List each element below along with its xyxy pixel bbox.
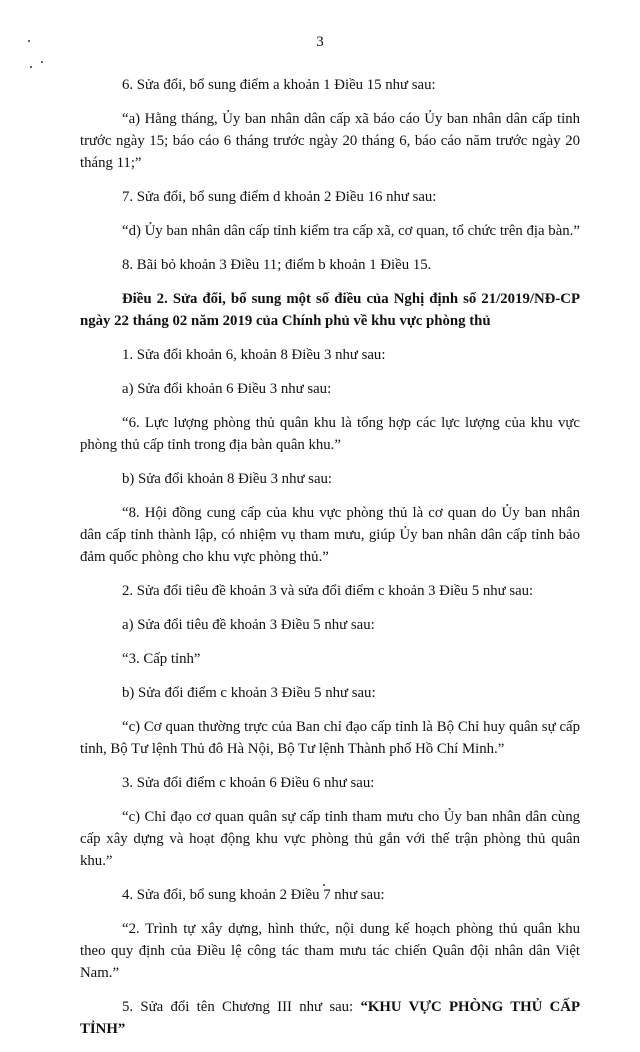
paragraph-quote-2: “2. Trình tự xây dựng, hình thức, nội dung kế hoạch phòng thủ quân khu theo quy định của Điều lệ công tác tham mưu tác chiến Quân đội nhân dân Việt Nam.” [80, 921, 580, 981]
article-2-title: Điều 2. Sửa đổi, bổ sung một số điều của Nghị định số 21/2019/NĐ-CP ngày 22 tháng 02 năm 2019 của Chính phủ về khu vực phòng thủ [80, 291, 580, 329]
paragraph-quote-c-direct: “c) Chỉ đạo cơ quan quân sự cấp tỉnh tham mưu cho Ủy ban nhân dân cùng cấp xây dựng và hoạt động khu vực phòng thủ gắn với thế trận phòng thủ quân khu.” [80, 809, 580, 869]
paragraph-item-1b: b) Sửa đổi khoản 8 Điều 3 như sau: [122, 471, 333, 487]
scan-speck [41, 61, 43, 63]
paragraph-item-2a: a) Sửa đổi tiêu đề khoản 3 Điều 5 như sau: [122, 617, 375, 633]
chapter-3-new-title: “KHU VỰC PHÒNG THỦ CẤP TỈNH” [80, 999, 580, 1037]
paragraph-item-5-lead: 5. Sửa đổi tên Chương III như sau: [122, 999, 361, 1015]
document-body [80, 74, 580, 1052]
paragraph-amend-item-7: 7. Sửa đổi, bổ sung điểm d khoản 2 Điều 16 như sau: [122, 189, 437, 205]
paragraph-amend-item-6: 6. Sửa đổi, bổ sung điểm a khoản 1 Điều 15 như sau: [122, 77, 436, 93]
paragraph-quote-8: “8. Hội đồng cung cấp của khu vực phòng thủ là cơ quan do Ủy ban nhân dân cấp tỉnh thành lập, có nhiệm vụ tham mưu, giúp Ủy ban nhân dân cấp tỉnh bảo đảm quốc phòng cho khu vực phòng thủ.” [80, 505, 580, 565]
paragraph-item-1a: a) Sửa đổi khoản 6 Điều 3 như sau: [122, 381, 332, 397]
paragraph-item-2b: b) Sửa đổi điểm c khoản 3 Điều 5 như sau: [122, 685, 376, 701]
paragraph-item-1: 1. Sửa đổi khoản 6, khoản 8 Điều 3 như sau: [122, 347, 386, 363]
paragraph-item-5 [80, 996, 580, 1040]
paragraph-quote-d: “d) Ủy ban nhân dân cấp tỉnh kiểm tra cấp xã, cơ quan, tổ chức trên địa bàn.” [122, 223, 580, 239]
paragraph-quote-a: “a) Hằng tháng, Ủy ban nhân dân cấp xã báo cáo Ủy ban nhân dân cấp tỉnh trước ngày 15; báo cáo 6 tháng trước ngày 20 tháng 6, báo cáo năm trước ngày 20 tháng 11;” [80, 111, 580, 171]
paragraph-item-2: 2. Sửa đổi tiêu đề khoản 3 và sửa đổi điểm c khoản 3 Điều 5 như sau: [122, 583, 534, 599]
paragraph-quote-3: “3. Cấp tỉnh” [122, 651, 201, 667]
paragraph-amend-item-8: 8. Bãi bỏ khoản 3 Điều 11; điểm b khoản 1 Điều 15. [122, 257, 432, 273]
paragraph-quote-6: “6. Lực lượng phòng thủ quân khu là tổng hợp các lực lượng của khu vực phòng thủ cấp tỉnh trong địa bàn quân khu.” [80, 415, 580, 453]
paragraph-quote-c-standing: “c) Cơ quan thường trực của Ban chỉ đạo cấp tỉnh là Bộ Chỉ huy quân sự cấp tỉnh, Bộ Tư lệnh Thủ đô Hà Nội, Bộ Tư lệnh Thành phố Hồ Chí Minh.” [80, 719, 580, 757]
paragraph-item-4: 4. Sửa đổi, bổ sung khoản 2 Điều 7 như sau: [122, 887, 385, 903]
page-number: 3 [316, 34, 324, 50]
scan-speck [30, 66, 32, 68]
paragraph-item-3: 3. Sửa đổi điểm c khoản 6 Điều 6 như sau: [122, 775, 375, 791]
